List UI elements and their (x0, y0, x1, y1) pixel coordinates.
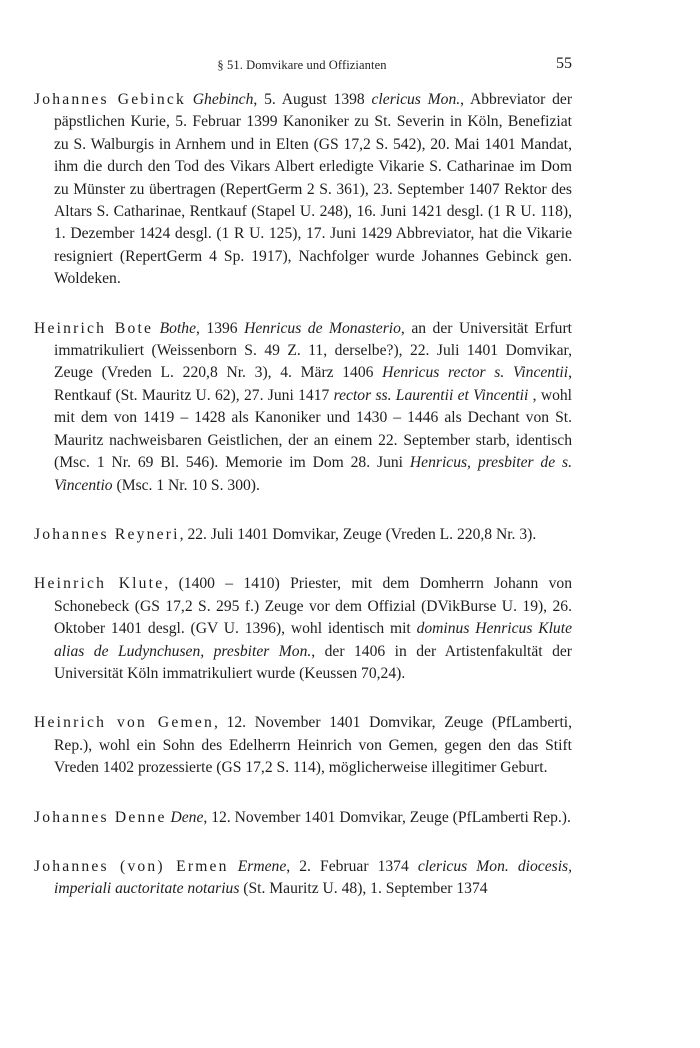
entry-text: , 12. November 1401 Domvikar, Zeuge (PfLamberti, Rep.), wohl ein Sohn des Edelherrn Heinrich von Gemen, gegen den das Stift Vreden 1402 prozessierte (GS 17,2 S. 114), möglicherweise illegitimer Geburt. (54, 714, 573, 777)
entry-name: Heinrich von Gemen (34, 714, 214, 732)
entry-italic-text: Ermene (237, 857, 287, 875)
running-head: § 51. Domvikare und Offizianten (217, 58, 387, 72)
entry-text: , wohl mit dem von 1419 – 1428 als Kanoniker und 1430 – 1446 als Dechant von St. Mauritz nachweisbaren Geistlichen, der an einem 22. September starb, identisch (Msc. 1 Nr. 69 Bl. 546). Memorie im Dom 28. Juni (54, 386, 573, 472)
entry-italic-text: Dene (170, 808, 204, 826)
entry-italic-text: clericus Mon. diocesis, imperiali auctoritate notarius (54, 857, 572, 898)
entry-name: Johannes Gebinck (34, 91, 186, 108)
entry-text: , Abbreviator der päpstlichen Kurie, 5. Februar 1399 Kanoniker zu St. Severin in Köln, Benefiziat zu S. Walburgis in Arnhem und in Elten (GS 17,2 S. 542), 20. Mai 1401 Mandat, ihm die durch den Tod des Vikars Albert erledigte Vikarie S. Catharinae im Dom zu Münster zu übertragen (RepertGerm 2 S. 361), 23. September 1407 Rektor des Altars S. Catharinae, Rentkauf (Stapel U. 248), 16. Juni 1421 desgl. (1 R U. 118), 1. Dezember 1424 desgl. (1 R U. 125), 17. Juni 1429 Abbreviator, hat die Vikarie resigniert (RepertGerm 4 Sp. 1917), Nachfolger wurde Johannes Gebinck gen. Woldeken. (54, 91, 573, 288)
entry (34, 318, 572, 497)
entry-italic-text: Bothe (159, 319, 197, 337)
entry-italic-text: Henricus, presbiter de s. Vincentio (54, 454, 572, 494)
entry-text: (St. Mauritz U. 48), 1. September 1374 (239, 880, 488, 898)
entry-text: , Rentkauf (St. Mauritz U. 62), 27. Juni 1417 (54, 364, 572, 404)
entry-name: Johannes Reyneri (34, 525, 180, 543)
entry (34, 573, 572, 685)
entry-italic-text: Henricus rector s. Vincentii (382, 364, 569, 382)
entry (34, 856, 572, 901)
entry-name: Heinrich Klute (34, 575, 165, 593)
entry (34, 712, 572, 779)
entry-name: Johannes Denne (34, 808, 167, 826)
page-number: 55 (556, 55, 572, 72)
entry-text: , der 1406 in der Artistenfakultät der Universität Köln immatrikuliert wurde (Keussen 70,24). (54, 642, 572, 682)
entry-italic-text: clericus Mon. (371, 91, 461, 108)
entry-italic-text: Henricus de Monasterio (244, 319, 401, 337)
entry-name: Johannes (von) Ermen (34, 857, 229, 875)
entry-list (34, 89, 572, 928)
entry (34, 524, 572, 546)
entry-italic-text: dominus Henricus Klute alias de Ludynchusen, presbiter Mon. (54, 620, 572, 660)
page-header (32, 56, 572, 78)
entry-text: , 1396 (196, 319, 245, 337)
entry (34, 89, 572, 291)
entry-text: , 5. August 1398 (253, 91, 372, 108)
entry-text: , an der Universität Erfurt immatrikuliert (Weissenborn S. 49 Z. 11, derselbe?), 22. Juli 1401 Domvikar, Zeuge (Vreden L. 220,8 Nr. 3), 4. März 1406 (54, 319, 572, 382)
entry-italic-text: rector ss. Laurentii et Vincentii (333, 386, 529, 404)
entry-text: , (1400 – 1410) Priester, mit dem Domherrn Johann von Schonebeck (GS 17,2 S. 295 f.) Zeuge vor dem Offizial (DVikBurse U. 19), 26. Oktober 1401 desgl. (GV U. 1396), wohl identisch mit (54, 575, 573, 638)
entry-text: , 2. Februar 1374 (286, 857, 418, 875)
entry-text: , 12. November 1401 Domvikar, Zeuge (PfLamberti Rep.). (203, 808, 571, 826)
entry-italic-text: Ghebinch (192, 91, 254, 108)
entry-text: , 22. Juli 1401 Domvikar, Zeuge (Vreden L. 220,8 Nr. 3). (179, 525, 537, 543)
entry-name: Heinrich Bote (34, 319, 154, 337)
entry (34, 807, 572, 829)
entry-text: (Msc. 1 Nr. 10 S. 300). (112, 476, 260, 494)
